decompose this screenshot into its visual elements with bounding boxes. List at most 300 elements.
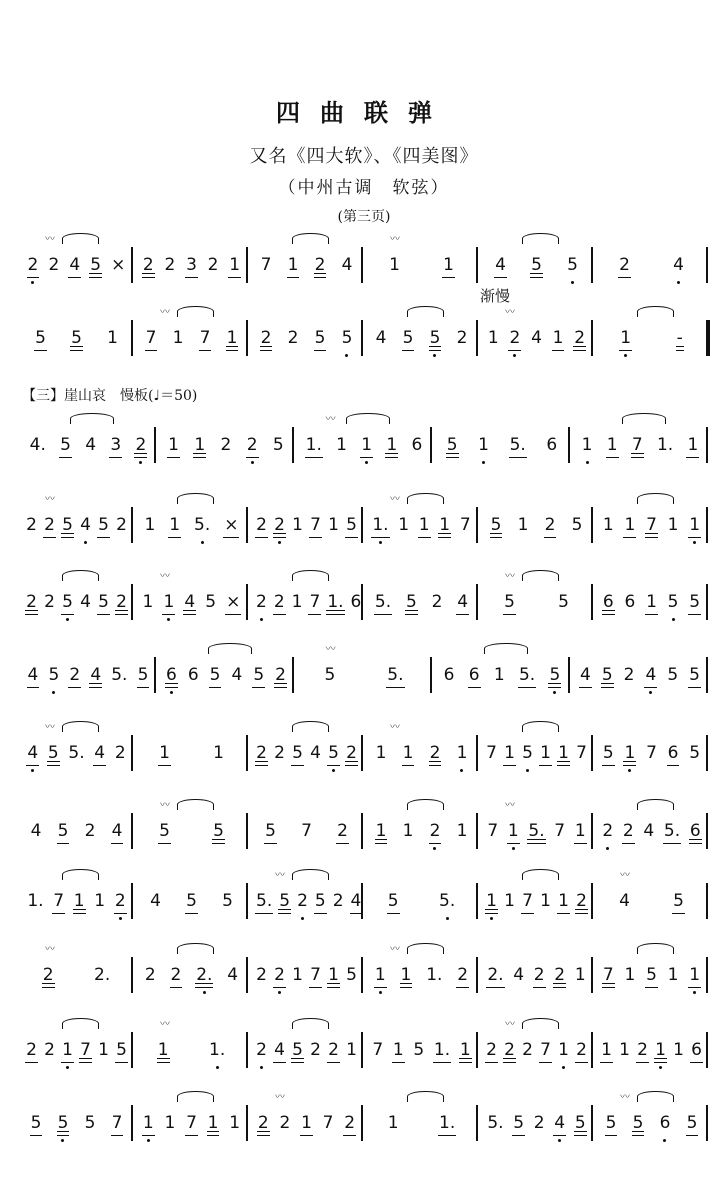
note: × — [224, 515, 239, 535]
measure — [164, 425, 288, 465]
note: 7 — [576, 743, 587, 763]
measure — [141, 505, 242, 545]
bar-line — [706, 427, 708, 463]
note: 4 — [645, 665, 657, 685]
score-subtitle: 又名《四大软》、《四美图》 — [249, 146, 479, 167]
measure — [26, 425, 150, 465]
note: 4 — [227, 965, 239, 985]
note: 2. — [487, 965, 504, 985]
measure — [486, 811, 587, 851]
note: 1 — [402, 743, 414, 763]
bar-line — [591, 584, 593, 620]
note: 5 — [446, 435, 458, 455]
note: 2 — [164, 255, 176, 275]
note: 1 — [558, 891, 569, 911]
note: 5 — [116, 1040, 127, 1060]
note: - — [676, 328, 683, 348]
measure — [486, 245, 587, 285]
measure — [371, 1103, 472, 1143]
bar-line — [476, 320, 478, 356]
measure — [371, 582, 472, 622]
note: 2 — [457, 965, 469, 985]
note: 2 — [533, 965, 545, 985]
bar-line — [131, 507, 133, 543]
measure — [256, 582, 362, 622]
note: 5. — [387, 665, 404, 685]
note: 1 — [207, 1113, 219, 1133]
bar-line — [246, 247, 248, 283]
note: 4 — [231, 665, 243, 685]
note: 1 — [98, 1040, 109, 1060]
slur-mark — [62, 1018, 99, 1029]
bar-line — [706, 507, 708, 543]
score-title: 四曲联弹 — [276, 98, 452, 127]
note: 5 — [405, 592, 417, 612]
measure — [141, 1103, 242, 1143]
note: 1 — [194, 435, 206, 455]
note: 4 — [80, 515, 91, 535]
notation-line — [22, 644, 712, 695]
note: 2 — [44, 1040, 55, 1060]
note: 1 — [602, 515, 614, 535]
note: 1 — [443, 255, 454, 275]
measure — [164, 655, 288, 695]
note: 5 — [292, 743, 303, 763]
note: 2 — [274, 965, 285, 985]
note: 2 — [509, 328, 521, 348]
note: 2 — [554, 965, 566, 985]
note: 4 — [673, 255, 684, 275]
note: 5 — [571, 515, 583, 535]
note: 1 — [402, 821, 414, 841]
note: 1 — [142, 1113, 154, 1133]
note: 2 — [256, 592, 267, 612]
note: 5. — [256, 891, 273, 911]
note: 4 — [80, 592, 91, 612]
note: 1 — [142, 592, 154, 612]
note: 1. — [439, 1113, 456, 1133]
measure — [371, 811, 472, 851]
note: 4 — [513, 965, 525, 985]
trill-mark: 〰 — [160, 800, 170, 811]
note: 1 — [164, 1113, 176, 1133]
note: 5 — [71, 328, 82, 348]
trill-mark: 〰 — [275, 1092, 285, 1103]
note: 5 — [346, 515, 357, 535]
bar-line — [430, 427, 432, 463]
notation-line — [22, 307, 712, 358]
note: 5 — [292, 1040, 303, 1060]
note: 2 — [260, 328, 272, 348]
bar-line — [476, 1032, 478, 1068]
note: 1 — [386, 435, 398, 455]
note: 1 — [328, 965, 339, 985]
slur-mark — [407, 306, 444, 317]
bar-line — [131, 1032, 133, 1068]
bar-line — [292, 427, 294, 463]
note: 5 — [605, 1113, 617, 1133]
note: 4 — [274, 1040, 285, 1060]
note: 5. — [528, 821, 545, 841]
measure — [26, 505, 127, 545]
slur-mark — [407, 493, 444, 504]
note: 2 — [619, 255, 630, 275]
note: 5 — [90, 255, 102, 275]
note: 2 — [287, 328, 299, 348]
trill-mark: 〰 — [505, 307, 515, 318]
measure — [26, 811, 127, 851]
measure — [256, 881, 362, 921]
note: 1 — [507, 821, 519, 841]
slur-mark — [637, 493, 674, 504]
note: 1. — [372, 515, 389, 535]
note: 1 — [375, 743, 387, 763]
measure — [141, 1030, 242, 1070]
measure — [440, 425, 564, 465]
note: 1 — [619, 1040, 630, 1060]
bar-line — [246, 320, 248, 356]
note: 5 — [673, 891, 684, 911]
bar-line — [476, 813, 478, 849]
note: 4 — [341, 255, 353, 275]
note: 7 — [459, 515, 471, 535]
note: 5 — [522, 743, 533, 763]
note: 1 — [574, 821, 586, 841]
note: 1 — [487, 328, 499, 348]
note: 5 — [222, 891, 233, 911]
note: 4 — [150, 891, 161, 911]
note: 2 — [48, 255, 60, 275]
measure — [486, 1030, 587, 1070]
note: 2 — [456, 328, 468, 348]
score-origin: （中州古调 软弦） — [278, 178, 450, 198]
note: 6 — [546, 435, 558, 455]
note: 5 — [62, 515, 73, 535]
note: 6 — [187, 665, 199, 685]
note: 4 — [111, 821, 123, 841]
note: 1. — [305, 435, 322, 455]
measure — [256, 1103, 357, 1143]
slur-mark — [177, 306, 214, 317]
bar-line — [591, 507, 593, 543]
measure — [141, 881, 242, 921]
measure — [141, 318, 242, 358]
bar-line — [131, 957, 133, 993]
note: 2 — [544, 515, 556, 535]
note: 2 — [623, 665, 635, 685]
note: 5 — [98, 515, 109, 535]
note: 5 — [328, 743, 339, 763]
note: 7 — [322, 1113, 334, 1133]
slur-mark — [62, 869, 99, 880]
note: 5 — [504, 592, 515, 612]
note: 5. — [509, 435, 526, 455]
note: 7 — [540, 1040, 551, 1060]
note: 1 — [400, 965, 412, 985]
note: 5 — [137, 665, 149, 685]
slur-mark — [177, 799, 214, 810]
note: 5 — [253, 665, 265, 685]
note: 1 — [168, 435, 179, 455]
measure — [256, 811, 357, 851]
trill-mark: 〰 — [325, 414, 336, 425]
note: 2 — [256, 965, 267, 985]
slur-mark — [637, 1091, 674, 1102]
bar-line — [361, 1105, 363, 1141]
notation-line — [22, 414, 712, 465]
measure — [141, 733, 242, 773]
note: 1 — [459, 1040, 471, 1060]
measure — [371, 505, 472, 545]
note: 6 — [624, 592, 636, 612]
note: 5. — [194, 515, 211, 535]
bar-line — [361, 813, 363, 849]
bar-line — [361, 584, 363, 620]
trill-mark: 〰 — [390, 234, 400, 245]
note: 6 — [468, 665, 480, 685]
bar-line — [591, 1105, 593, 1141]
note: 7 — [522, 891, 533, 911]
note: 7 — [260, 255, 272, 275]
bar-line — [591, 320, 593, 356]
bar-line — [476, 735, 478, 771]
note: 7 — [554, 821, 566, 841]
measure — [26, 1030, 127, 1070]
note: 5 — [689, 743, 701, 763]
note: 1 — [226, 328, 238, 348]
note: 2 — [274, 743, 285, 763]
note: 1 — [504, 743, 515, 763]
slur-mark — [177, 1091, 214, 1102]
note: 2 — [310, 1040, 321, 1060]
note: 5. — [68, 743, 85, 763]
notation-line — [22, 1019, 712, 1070]
note: 1 — [169, 515, 181, 535]
note: 6 — [659, 1113, 671, 1133]
slur-mark — [62, 570, 99, 581]
note: 4 — [184, 592, 196, 612]
bar-line — [361, 957, 363, 993]
slur-mark — [208, 643, 251, 654]
slur-mark — [522, 570, 559, 581]
note: 1 — [581, 435, 593, 455]
note: 2 — [576, 1040, 587, 1060]
note: 1 — [387, 1113, 399, 1133]
note: 1 — [374, 965, 386, 985]
note: 5 — [574, 1113, 586, 1133]
note: 1 — [493, 665, 505, 685]
note: 1 — [62, 1040, 73, 1060]
note: 2 — [344, 1113, 356, 1133]
trill-mark: 〰 — [160, 1019, 170, 1030]
note: 2 — [504, 1040, 515, 1060]
trill-mark: 〰 — [160, 571, 170, 582]
slur-mark — [637, 306, 674, 317]
note: 2 — [114, 743, 126, 763]
note: 5 — [57, 821, 69, 841]
note: 4 — [457, 592, 469, 612]
section-bpm: ♩＝50) — [153, 388, 198, 404]
measure — [26, 881, 127, 921]
note: 2 — [328, 1040, 339, 1060]
trill-mark: 〰 — [505, 571, 515, 582]
note: 2 — [26, 515, 37, 535]
notation-line — [22, 722, 712, 773]
note: 7 — [602, 965, 614, 985]
note: 7 — [310, 965, 321, 985]
note: 6 — [443, 665, 455, 685]
trill-mark: 〰 — [390, 494, 400, 505]
note: 4 — [531, 328, 542, 348]
note: 5. — [518, 665, 536, 685]
note: 4 — [27, 665, 39, 685]
note: 4 — [619, 891, 630, 911]
note: 5 — [413, 1040, 425, 1060]
note: 5 — [213, 821, 224, 841]
slur-mark — [292, 869, 329, 880]
note: 7 — [199, 328, 211, 348]
measure — [371, 245, 472, 285]
note: 7 — [111, 1113, 123, 1133]
measure — [302, 655, 426, 695]
bar-line — [131, 735, 133, 771]
note: 2 — [522, 1040, 533, 1060]
bar-line — [246, 735, 248, 771]
measure — [601, 318, 702, 358]
bar-line — [568, 657, 570, 693]
trill-mark: 〰 — [390, 944, 400, 955]
measure — [371, 318, 472, 358]
trill-mark: 〰 — [325, 644, 336, 655]
note: 4 — [30, 821, 42, 841]
note: 2 — [27, 255, 39, 275]
note: 5 — [84, 1113, 96, 1133]
note: 2 — [256, 743, 267, 763]
measure — [486, 733, 587, 773]
note: 1 — [361, 435, 373, 455]
measure — [371, 733, 472, 773]
note: 1 — [646, 592, 657, 612]
note: 6 — [350, 592, 362, 612]
measure — [26, 1103, 127, 1143]
bar-line — [131, 584, 133, 620]
section-heading — [22, 385, 197, 405]
note: 7 — [646, 515, 657, 535]
note: 2 — [142, 255, 154, 275]
note: × — [111, 255, 126, 275]
note: 1 — [157, 1040, 169, 1060]
note: 5 — [324, 665, 336, 685]
bar-line — [246, 957, 248, 993]
note: 7 — [487, 821, 499, 841]
note: 5 — [387, 891, 399, 911]
bar-line — [568, 427, 570, 463]
measure — [601, 955, 702, 995]
note: 5 — [558, 592, 569, 612]
note: 6 — [166, 665, 177, 685]
note: 1 — [478, 435, 489, 455]
bar-line — [706, 247, 708, 283]
note: 5 — [346, 965, 357, 985]
measure — [141, 582, 242, 622]
note: 1 — [346, 1040, 357, 1060]
note: 2 — [26, 592, 37, 612]
slur-mark — [522, 233, 559, 244]
note: 7 — [186, 1113, 197, 1133]
note: 1 — [389, 255, 400, 275]
measure — [601, 582, 702, 622]
note: 5 — [601, 665, 613, 685]
note: 1 — [328, 515, 339, 535]
bar-line — [706, 584, 708, 620]
note: 1 — [163, 592, 175, 612]
note: 2 — [274, 515, 285, 535]
note: 5 — [490, 515, 502, 535]
measure — [601, 881, 702, 921]
note: 1 — [606, 435, 618, 455]
note: 1 — [392, 1040, 404, 1060]
note: 1 — [558, 743, 569, 763]
note: 2 — [332, 891, 344, 911]
note: 5 — [314, 328, 326, 348]
measure — [371, 1030, 472, 1070]
note: 5 — [567, 255, 578, 275]
note: 7 — [372, 1040, 384, 1060]
note: 1 — [439, 515, 451, 535]
note: 5 — [531, 255, 542, 275]
note: 4 — [69, 255, 81, 275]
note: 7 — [80, 1040, 91, 1060]
bar-line — [591, 735, 593, 771]
bar-line — [246, 813, 248, 849]
trill-mark: 〰 — [45, 722, 55, 733]
note: 4 — [554, 1113, 566, 1133]
measure — [486, 881, 587, 921]
note: 2 — [220, 435, 232, 455]
measure — [486, 955, 587, 995]
note: 2 — [116, 592, 127, 612]
note: 1 — [540, 743, 551, 763]
note: 2 — [637, 1040, 648, 1060]
note: 2 — [574, 328, 586, 348]
notation-line — [22, 234, 712, 285]
note: 1 — [375, 821, 387, 841]
note: 1 — [292, 515, 303, 535]
note: 2 — [431, 592, 443, 612]
note: 5 — [35, 328, 46, 348]
note: 7 — [301, 821, 312, 841]
note: 5 — [159, 821, 170, 841]
note: 7 — [486, 743, 497, 763]
note: 1 — [667, 965, 679, 985]
bar-line — [292, 657, 294, 693]
note: 6 — [689, 821, 701, 841]
page-number: (第三页) — [337, 209, 391, 225]
measure — [601, 733, 702, 773]
note: 4 — [90, 665, 102, 685]
bar-line — [246, 584, 248, 620]
bar-line — [706, 657, 708, 693]
note: 5 — [429, 328, 441, 348]
note: 5 — [57, 1113, 69, 1133]
slur-mark — [522, 721, 559, 732]
bar-line — [246, 1105, 248, 1141]
note: 1. — [327, 592, 344, 612]
section-label: 【三】崖山哀 慢板( — [22, 388, 154, 404]
bar-line — [246, 507, 248, 543]
note: 1 — [558, 1040, 569, 1060]
trill-mark: 〰 — [390, 722, 400, 733]
